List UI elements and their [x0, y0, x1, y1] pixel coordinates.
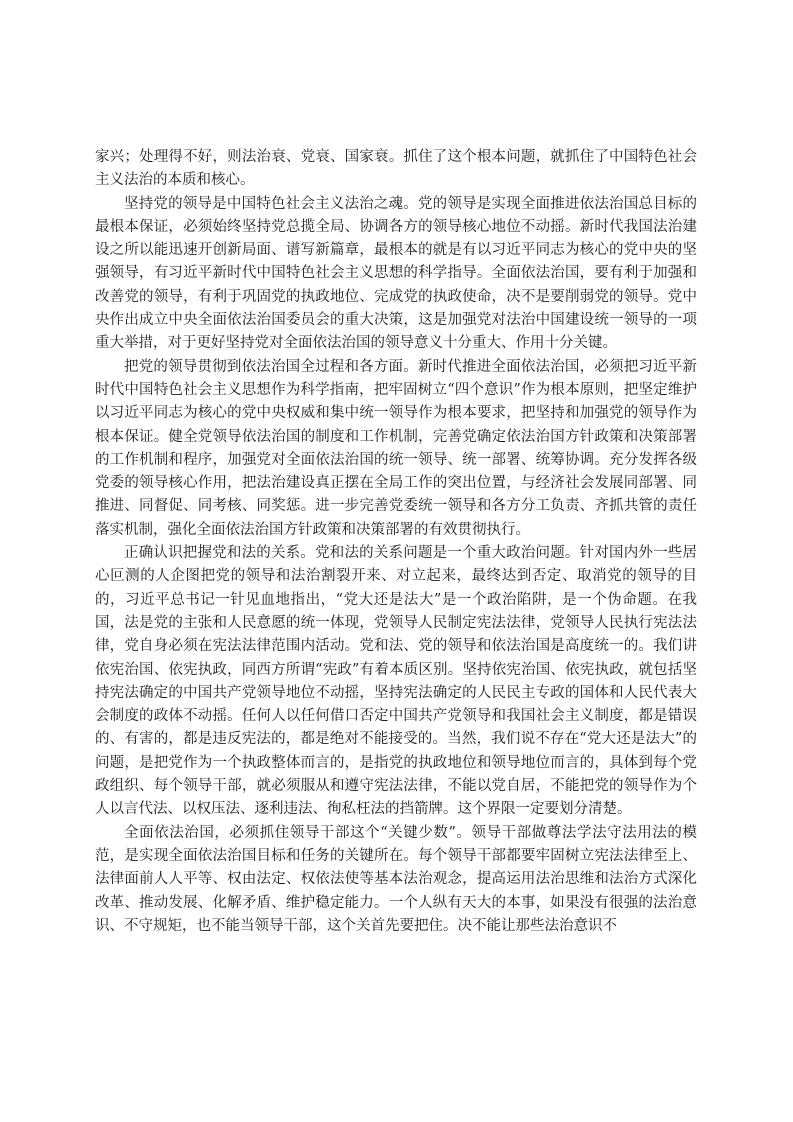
- document-body: [95, 146, 697, 938]
- paragraph-party-leadership-throughout: 把党的领导贯彻到依法治国全过程和各方面。新时代推进全面依法治国，必须把习近平新时代中国特色社会主义思想作为科学指南，把牢固树立“四个意识”作为根本原则，把坚定维护以习近平同志为核心的党中央权威和集中统一领导作为根本要求，把坚持和加强党的领导作为根本保证。健全党领导依法治国的制度和工作机制，完善党确定依法治国方针政策和决策部署的工作机制和程序，加强党对全面依法治国的统一领导、统一部署、统筹协调。充分发挥各级党委的领导核心作用，把法治建设真正摆在全局工作的突出位置，与经济社会发展同部署、同推进、同督促、同考核、同奖惩。进一步完善党委统一领导和各方分工负责、齐抓共管的责任落实机制，强化全面依法治国方针政策和决策部署的有效贯彻执行。: [95, 358, 697, 538]
- paragraph-key-minority: 全面依法治国，必须抓住领导干部这个“关键少数”。领导干部做尊法学法守法用法的模范，是实现全面依法治国目标和任务的关键所在。每个领导干部都要牢固树立宪法法律至上、法律面前人人平等、权由法定、权依法使等基本法治观念，提高运用法治思维和法治方式深化改革、推动发展、化解矛盾、维护稳定能力。一个人纵有天大的本事，如果没有很强的法治意识、不守规矩，也不能当领导干部，这个关首先要把住。决不能让那些法治意识不: [95, 824, 697, 934]
- paragraph-continuation: 家兴；处理得不好，则法治衰、党衰、国家衰。抓住了这个根本问题，就抓住了中国特色社会主义法治的本质和核心。: [95, 149, 697, 189]
- paragraph-party-leadership-soul: 坚持党的领导是中国特色社会主义法治之魂。党的领导是实现全面推进依法治国总目标的最根本保证，必须始终坚持党总揽全局、协调各方的领导核心地位不动摇。新时代我国法治建设之所以能迅速开创新局面、谱写新篇章，最根本的就是有以习近平同志为核心的党中央的坚强领导，有习近平新时代中国特色社会主义思想的科学指导。全面依法治国，要有利于加强和改善党的领导，有利于巩固党的执政地位、完成党的执政使命，决不是要削弱党的领导。党中央作出成立中央全面依法治国委员会的重大决策，这是加强党对法治中国建设统一领导的一项重大举措，对于更好坚持党对全面依法治国的领导意义十分重大、作用十分关键。: [95, 195, 697, 352]
- paragraph-party-and-law-relationship: 正确认识把握党和法的关系。党和法的关系问题是一个重大政治问题。针对国内外一些居心叵测的人企图把党的领导和法治割裂开来、对立起来，最终达到否定、取消党的领导的目的，习近平总书记一针见血地指出，“党大还是法大”是一个政治陷阱，是一个伪命题。在我国，法是党的主张和人民意愿的统一体现，党领导人民制定宪法法律，党领导人民执行宪法法律，党自身必须在宪法法律范围内活动。党和法、党的领导和依法治国是高度统一的。我们讲依宪治国、依宪执政，同西方所谓“宪政”有着本质区别。坚持依宪治国、依宪执政，就包括坚持宪法确定的中国共产党领导地位不动摇，坚持宪法确定的人民民主专政的国体和人民代表大会制度的政体不动摇。任何人以任何借口否定中国共产党领导和我国社会主义制度，都是错误的、有害的，都是违反宪法的，都是绝对不能接受的。当然，我们说不存在“党大还是法大”的问题，是把党作为一个执政整体而言的，是指党的执政地位和领导地位而言的，具体到每个党政组织、每个领导干部，就必须服从和遵守宪法法律，不能以党自居，不能把党的领导作为个人以言代法、以权压法、逐利违法、徇私枉法的挡箭牌。这个界限一定要划分清楚。: [95, 545, 697, 818]
